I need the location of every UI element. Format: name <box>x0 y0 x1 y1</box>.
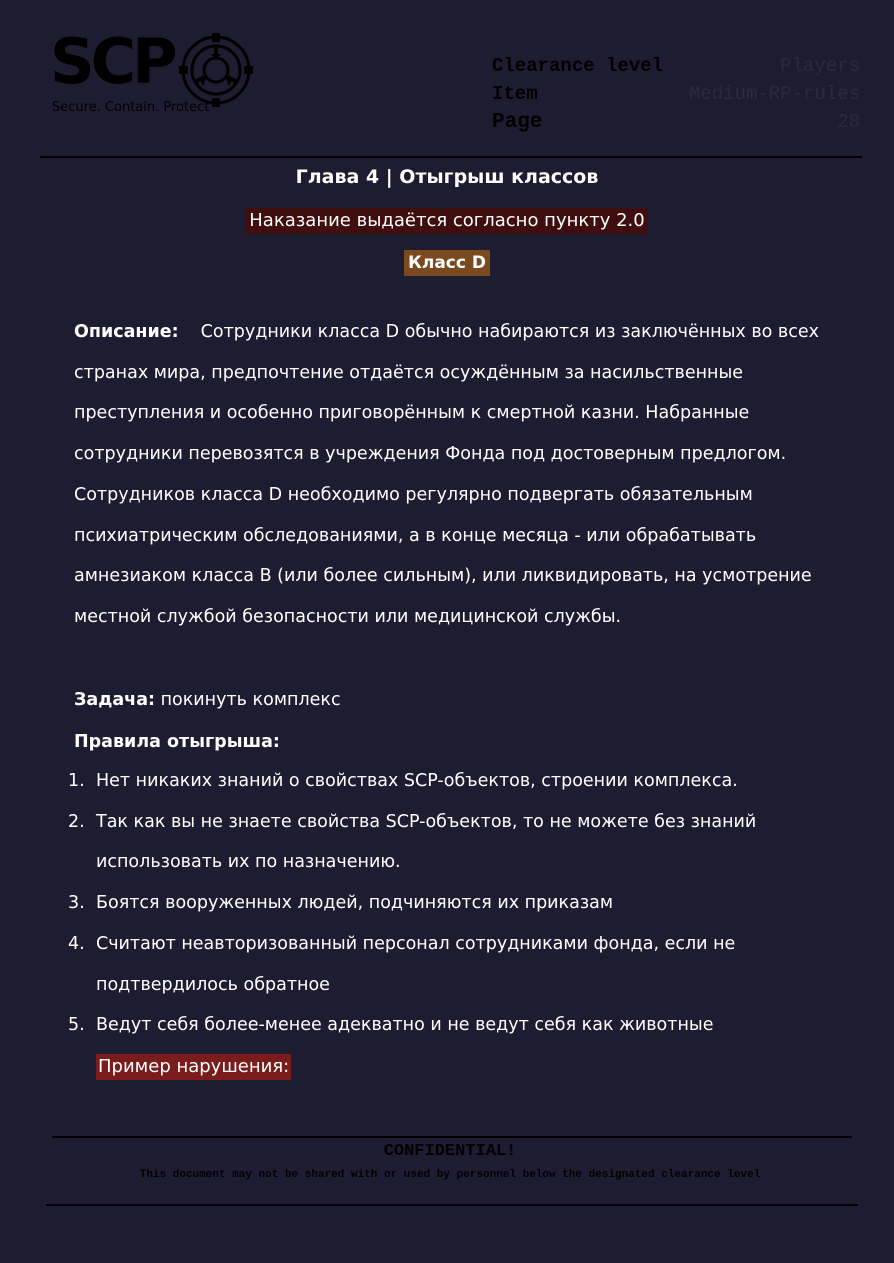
list-item <box>68 802 858 883</box>
penalty-note: Наказание выдаётся согласно пункту 2.0 <box>246 208 647 234</box>
list-item <box>68 761 858 802</box>
list-item-number: 2. <box>68 811 85 832</box>
task-label: Задача: <box>74 690 156 710</box>
document-meta <box>492 52 860 136</box>
item-row <box>492 80 860 108</box>
clearance-row <box>492 52 860 80</box>
logo-wordmark: SCP <box>50 25 174 98</box>
list-item-text: Ведут себя более-менее адекватно и не ведут себя как животные <box>96 1015 714 1036</box>
scp-logo <box>50 25 260 122</box>
list-item-text: Так как вы не знаете свойства SCP-объектов, то не можете без знаний использовать их по назначению. <box>96 811 757 873</box>
penalty-line <box>0 208 894 234</box>
scp-seal-icon <box>178 32 254 108</box>
list-item <box>68 1005 858 1046</box>
list-item-text: Боятся вооруженных людей, подчиняются их приказам <box>96 893 614 914</box>
list-item-text: Нет никаких знаний о свойствах SCP-объектов, строении комплекса. <box>96 771 738 791</box>
description-paragraph <box>74 312 844 638</box>
page-label: Page <box>492 110 543 134</box>
task-text: покинуть комплекс <box>160 690 341 710</box>
footer-divider-top <box>52 1136 852 1138</box>
list-item-number: 3. <box>68 893 85 914</box>
list-item-number: 4. <box>68 933 85 954</box>
description-text: Сотрудники класса D обычно набираются из заключённых во всех странах мира, предпочтение отдаётся осуждённым за насильственные преступления и особенно приговорённым к смертной казни. Набранные сотрудники перевозятся в учреждения Фонда под достоверным предлогом. Сотрудников класса D необходимо регулярно подвергать обязательным психиатрическим обследованиями, а в конце месяца - или обрабатывать амнезиаком класса B (или более сильным), или ликвидировать, на усмотрение местной службой безопасности или медицинской службы. <box>74 322 819 627</box>
rules-title: Правила отыгрыша: <box>74 732 280 752</box>
task-line <box>74 686 341 714</box>
logo-tagline: Secure. Contain. Protect <box>52 100 210 115</box>
list-item <box>68 924 858 1005</box>
clearance-value: Players <box>780 55 860 77</box>
clearance-label: Clearance level <box>492 55 664 77</box>
chapter-title: Глава 4 | Отыгрыш классов <box>295 166 599 188</box>
list-item-text: Считают неавторизованный персонал сотрудниками фонда, если не подтвердилось обратное <box>96 933 736 995</box>
header-divider <box>40 156 862 158</box>
confidential-note: This document may not be shared with or used by personnel below the designated clearance level <box>139 1169 761 1181</box>
description-label: Описание: <box>74 322 179 342</box>
confidential-title: CONFIDENTIAL! <box>383 1142 517 1161</box>
list-item-number: 1. <box>68 771 85 791</box>
page-number: 28 <box>837 111 860 133</box>
item-value: Medium-RP-rules <box>688 83 860 105</box>
class-badge: Класс D <box>404 250 490 276</box>
footer-divider-bottom <box>46 1204 858 1206</box>
page-row <box>492 108 860 136</box>
item-label: Item <box>492 83 538 105</box>
violation-example-label: Пример нарушения: <box>96 1054 291 1080</box>
class-line <box>0 250 894 276</box>
list-item <box>68 883 858 924</box>
rules-list <box>68 761 858 1046</box>
list-item-number: 5. <box>68 1015 85 1036</box>
